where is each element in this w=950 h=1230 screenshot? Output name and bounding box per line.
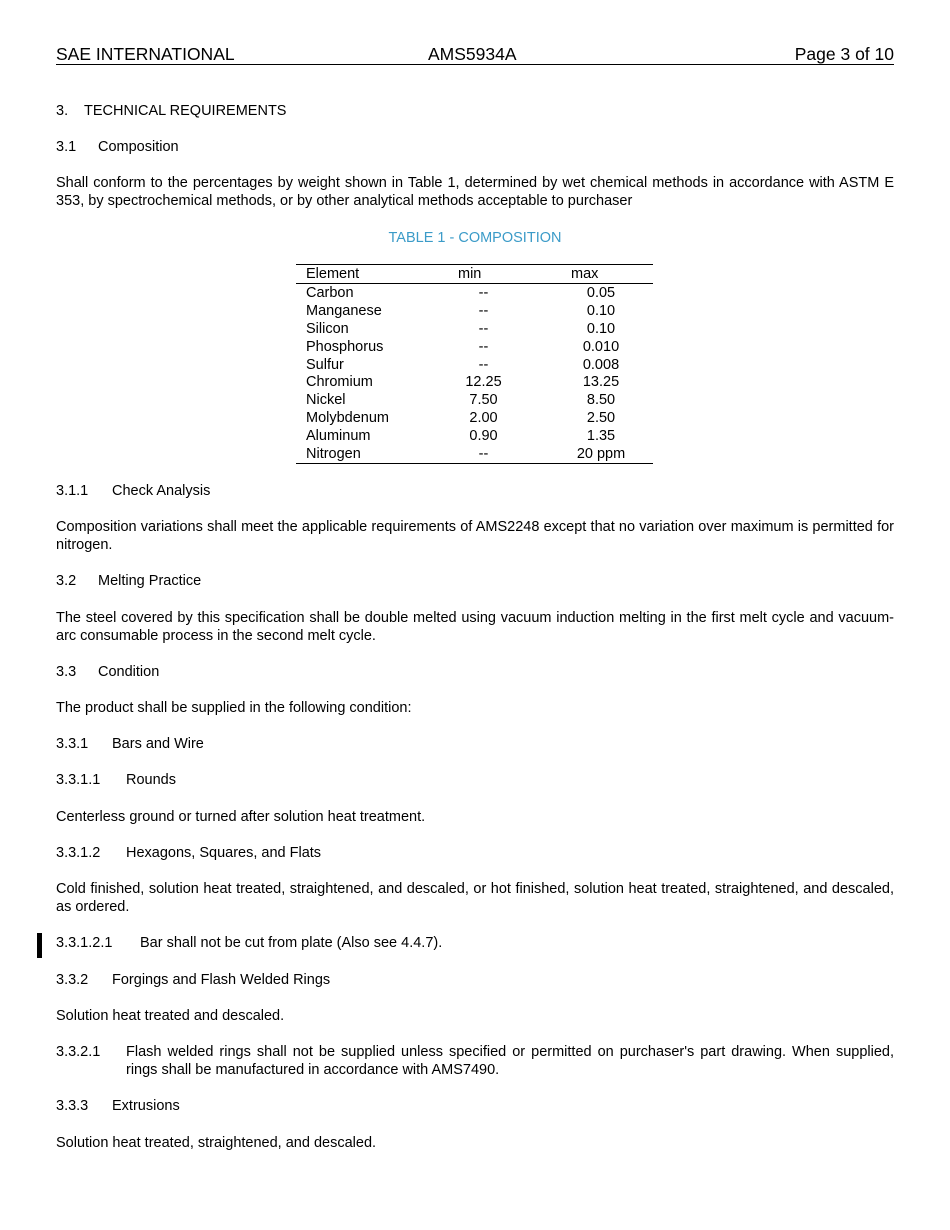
cell-min: --: [478, 302, 489, 319]
header-organization: SAE INTERNATIONAL: [56, 44, 235, 64]
table-row: [296, 427, 653, 445]
table-row: [296, 284, 653, 302]
section-3-3-paragraph: The product shall be supplied in the following condition:: [56, 700, 412, 716]
cell-min: --: [478, 446, 489, 463]
cell-element: Nickel: [306, 392, 346, 409]
section-3-3-1-heading: 3.3.1 Bars and Wire: [56, 736, 204, 752]
section-3-3-heading: 3.3 Condition: [56, 664, 160, 680]
cell-max: 0.10: [586, 302, 616, 319]
cell-element: Nitrogen: [306, 446, 361, 463]
cell-min: 0.90: [469, 428, 498, 445]
cell-element: Sulfur: [306, 356, 344, 373]
header-min: min: [458, 266, 482, 282]
cell-min: --: [478, 338, 489, 355]
table-row: [296, 391, 653, 409]
page-header: [56, 44, 894, 65]
section-3-1-paragraph: Shall conform to the percentages by weight shown in Table 1, determined by wet chemical methods in accordance with ASTM E 353, by spectrochemical methods, or by other analytical methods acceptable to purchaser: [56, 175, 894, 209]
cell-min: --: [478, 285, 489, 301]
cell-element: Phosphorus: [306, 338, 384, 355]
cell-max: 13.25: [582, 374, 620, 391]
cell-element: Aluminum: [306, 428, 371, 445]
header-element: Element: [306, 266, 360, 282]
cell-max: 0.05: [586, 285, 616, 301]
header-page-number: Page 3 of 10: [794, 44, 894, 64]
section-3-1-heading: 3.1 Composition: [56, 139, 179, 155]
section-3-3-2-heading: 3.3.2 Forgings and Flash Welded Rings: [56, 972, 331, 988]
cell-max: 20 ppm: [576, 446, 626, 463]
section-3-2-paragraph: The steel covered by this specification shall be double melted using vacuum induction melting in the first melt cycle and vacuum-arc consumable process in the second melt cycle.: [56, 610, 894, 644]
section-3-3-1-2-paragraph: Cold finished, solution heat treated, straightened, and descaled, or hot finished, solution heat treated, straightened, and descaled, as ordered.: [56, 881, 894, 915]
table-row: [296, 445, 653, 463]
cell-min: 7.50: [469, 392, 498, 409]
header-max: max: [571, 266, 599, 282]
section-3-3-1-1-paragraph: Centerless ground or turned after solution heat treatment.: [56, 809, 426, 825]
cell-min: 12.25: [465, 374, 502, 391]
table-row: [296, 302, 653, 320]
cell-max: 8.50: [586, 392, 616, 409]
section-text: Flash welded rings shall not be supplied unless specified or permitted on purchaser's part drawing. When supplied, rings shall be manufactured in accordance with AMS7490.: [126, 1044, 894, 1078]
table-header-row: [296, 265, 653, 284]
cell-max: 2.50: [586, 410, 616, 427]
cell-max: 0.10: [586, 320, 616, 337]
header-document-number: AMS5934A: [428, 44, 517, 64]
table-row: [296, 320, 653, 338]
cell-max: 0.008: [582, 356, 620, 373]
cell-element: Molybdenum: [306, 410, 390, 427]
table-1-title: TABLE 1 - COMPOSITION: [388, 230, 562, 246]
section-3-3-2-1: [56, 1043, 894, 1079]
cell-element: Silicon: [306, 320, 349, 337]
cell-min: 2.00: [469, 410, 498, 427]
section-3-1-1-heading: 3.1.1 Check Analysis: [56, 483, 211, 499]
section-3-heading: 3. TECHNICAL REQUIREMENTS: [56, 103, 287, 119]
section-3-3-1-2-1-heading: 3.3.1.2.1 Bar shall not be cut from plate (Also see 4.4.7).: [56, 935, 443, 951]
table-row: [296, 338, 653, 356]
section-3-3-2-paragraph: Solution heat treated and descaled.: [56, 1008, 285, 1024]
cell-max: 1.35: [586, 428, 616, 445]
section-number: 3.3.2.1: [56, 1044, 101, 1060]
composition-table: [296, 264, 653, 464]
section-3-2-heading: 3.2 Melting Practice: [56, 573, 202, 589]
table-row: [296, 356, 653, 374]
section-3-3-1-2-heading: 3.3.1.2 Hexagons, Squares, and Flats: [56, 845, 322, 861]
cell-element: Carbon: [306, 285, 354, 301]
section-3-3-1-1-heading: 3.3.1.1 Rounds: [56, 772, 176, 788]
table-row: [296, 409, 653, 427]
table-row: [296, 373, 653, 391]
revision-change-bar: [37, 933, 42, 958]
section-3-1-1-paragraph: Composition variations shall meet the applicable requirements of AMS2248 except that no variation over maximum is permitted for nitrogen.: [56, 519, 894, 553]
cell-element: Chromium: [306, 374, 373, 391]
cell-element: Manganese: [306, 302, 382, 319]
section-3-3-3-heading: 3.3.3 Extrusions: [56, 1098, 180, 1114]
section-3-3-3-paragraph: Solution heat treated, straightened, and descaled.: [56, 1135, 377, 1151]
cell-max: 0.010: [582, 338, 620, 355]
cell-min: --: [478, 320, 489, 337]
cell-min: --: [478, 356, 489, 373]
